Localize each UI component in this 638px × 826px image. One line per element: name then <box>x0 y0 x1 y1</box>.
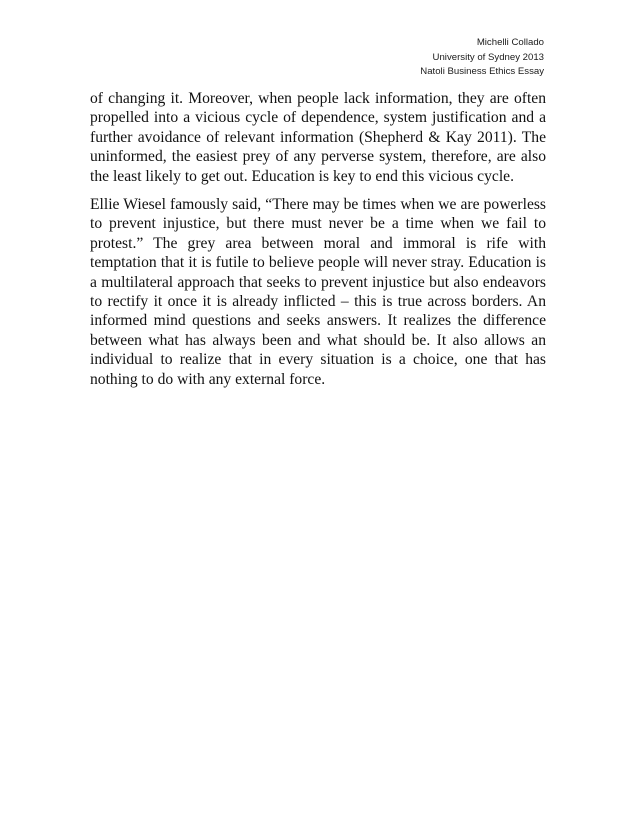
header-course: Natoli Business Ethics Essay <box>420 66 544 77</box>
header-author: Michelli Collado <box>476 37 544 48</box>
header-institution: University of Sydney 2013 <box>432 51 544 63</box>
paragraph: Ellie Wiesel famously said, “There may be times when we are powerless to prevent injustice, but there must never be a time when we fail to protest.” The grey area between moral and immoral is rife with temptation that it is futile to believe people will never stray. Education is a multilateral approach that seeks to prevent injustice but also endeavors to rectify it once it is already inflicted – this is true across borders. An informed mind questions and seeks answers. It realizes the difference between what has always been and what should be. It also allows an individual to realize that in every situation is a choice, one that has nothing to do with any external force. <box>90 196 546 388</box>
essay-body <box>90 89 546 398</box>
paragraph: of changing it. Moreover, when people lack information, they are often propelled into a vicious cycle of dependence, system justification and a further avoidance of relevant information (Shepherd & Kay 2011). The uninformed, the easiest prey of any perverse system, therefore, are also the least likely to get out. Education is key to end this vicious cycle. <box>90 90 546 185</box>
page-header <box>420 36 544 80</box>
